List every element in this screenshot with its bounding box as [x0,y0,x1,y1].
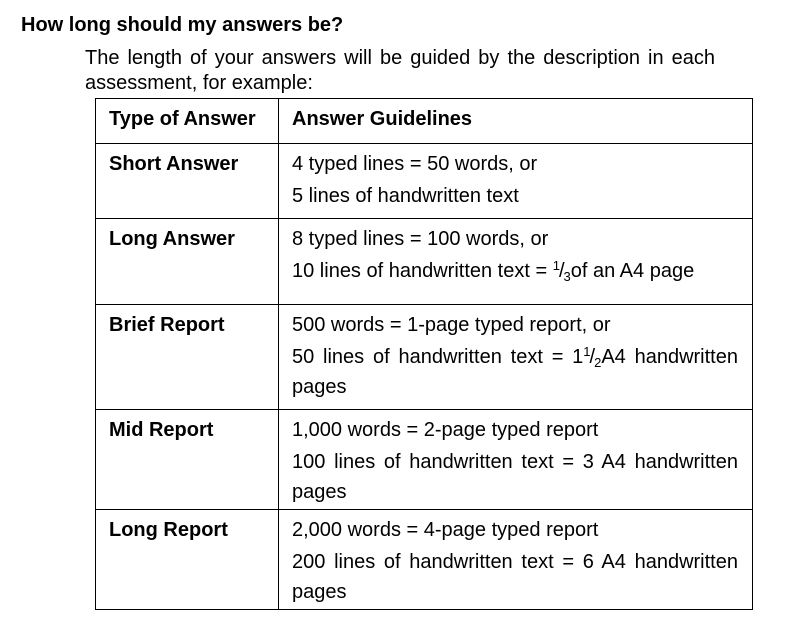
guideline-line: 4 typed lines = 50 words, or [292,153,538,175]
table-row-short-answer [96,144,753,219]
table-row-long-report [96,510,753,610]
fraction-slash: / [558,260,565,282]
guideline-line: 8 typed lines = 100 words, or [292,228,549,250]
intro-paragraph: The length of your answers will be guided by the description in each assessment, for example: [85,47,715,94]
fraction-denominator: 3 [563,269,571,284]
fraction-slash: / [589,346,596,368]
guideline-line: 2,000 words = 4-page typed report [292,519,599,541]
guideline-line: 200 lines of handwritten text = 6 A4 handwritten pages [292,551,738,603]
type-label: Long Report [96,510,279,610]
guideline-text-post: A4 handwritten pages [292,346,738,398]
column-header-type-of-answer: Type of Answer [96,99,279,144]
guidelines-cell [279,305,753,410]
type-label: Short Answer [96,144,279,219]
type-label: Long Answer [96,219,279,305]
fraction-one-third [553,260,571,282]
answer-length-table [95,98,753,610]
column-header-answer-guidelines: Answer Guidelines [279,99,753,144]
guideline-line: 5 lines of handwritten text [292,185,519,207]
table-row-mid-report [96,410,753,510]
guidelines-cell [279,410,753,510]
fraction-one-half [583,346,601,368]
fraction-numerator: 1 [583,344,591,359]
guidelines-cell [279,219,753,305]
fraction-numerator: 1 [552,258,560,273]
table-row-long-answer [96,219,753,305]
guideline-text-post: of an A4 page [570,260,695,282]
guideline-line: 500 words = 1-page typed report, or [292,314,611,336]
guideline-line [292,256,738,286]
guideline-text-pre: 10 lines of handwritten text = [292,260,553,282]
guideline-line: 100 lines of handwritten text = 3 A4 handwritten pages [292,451,738,503]
guidelines-cell [279,144,753,219]
guideline-line [292,342,738,402]
guidelines-cell [279,510,753,610]
guideline-text-pre: 50 lines of handwritten text = 1 [292,346,584,368]
type-label: Mid Report [96,410,279,510]
guideline-line: 1,000 words = 2-page typed report [292,419,599,441]
type-label: Brief Report [96,305,279,410]
page-title: How long should my answers be? [21,14,344,36]
table-header-row [96,99,753,144]
fraction-denominator: 2 [594,355,602,370]
table-row-brief-report [96,305,753,410]
